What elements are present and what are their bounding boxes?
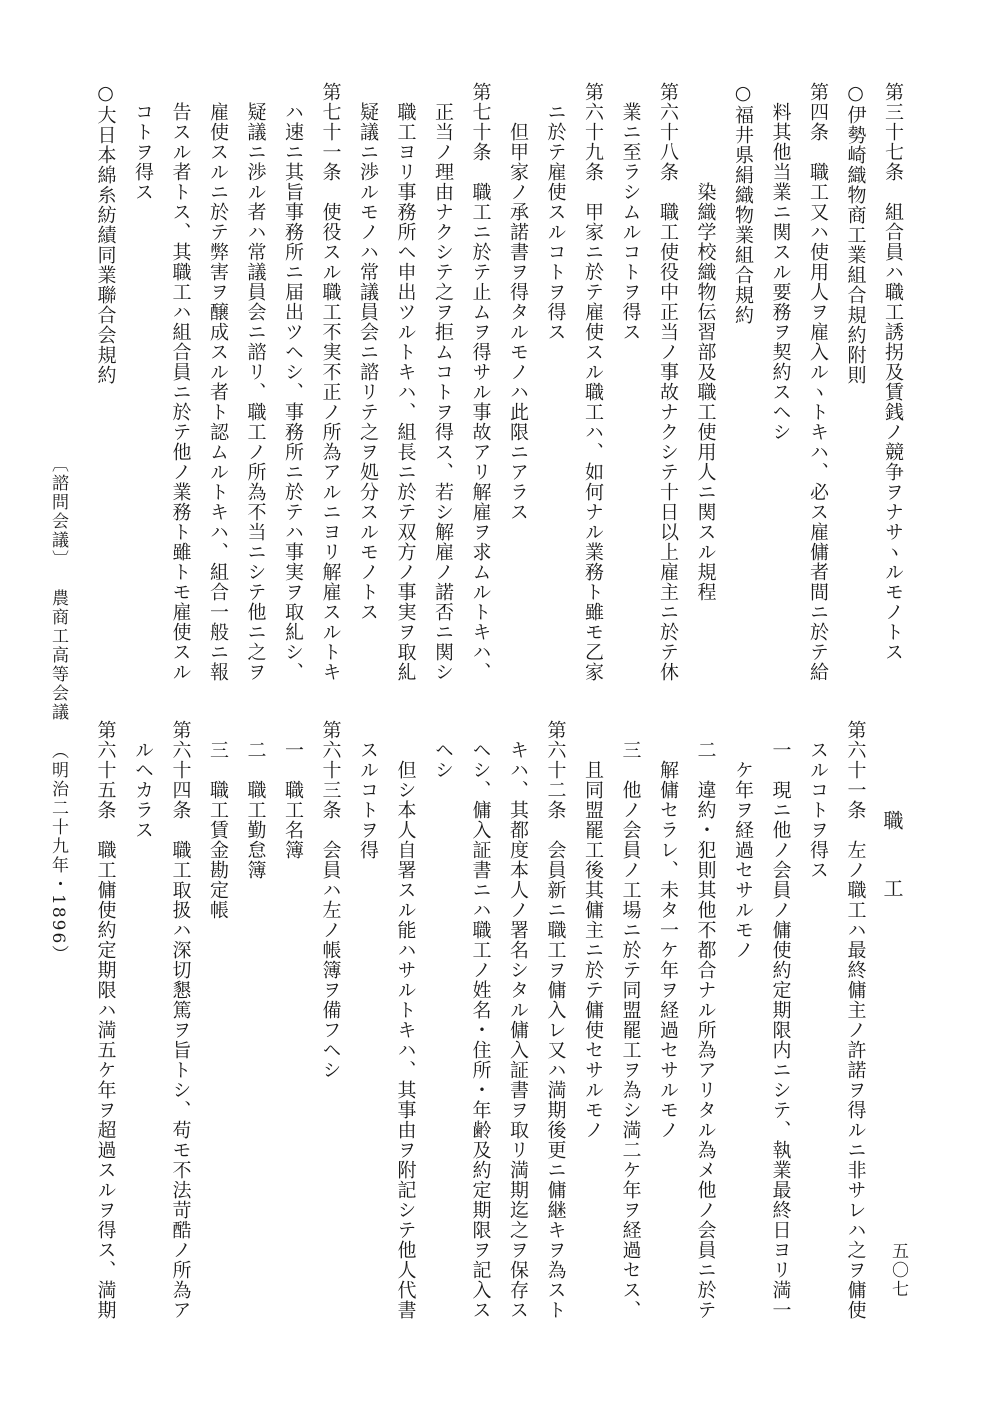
text-line: 但シ本人自署スル能ハサルトキハ、其事由ヲ附記シテ他人代書 [394, 760, 417, 1320]
text-line: ケ年ヲ経過セサルモノ [732, 760, 754, 960]
text-line: ヘシ、傭入証書ニハ職工ノ姓名・住所・年齢及約定期限ヲ記入ス [469, 740, 492, 1320]
text-line: 但甲家ノ承諾書ヲ得タルモノハ此限ニアラス [507, 122, 529, 522]
text-line: 職工ヨリ事務所ヘ申出ツルトキハ、組長ニ於テ双方ノ事実ヲ取糺 [394, 102, 417, 682]
running-head-section: 〔諮問会議〕 [48, 455, 68, 569]
text-line: 料其他当業ニ関スル要務ヲ契約スヘシ [769, 102, 792, 442]
lower-text-block [86, 720, 911, 1320]
running-head [46, 455, 71, 964]
text-line: ニ於テ雇使スルコトヲ得ス [544, 102, 567, 342]
text-line: 二 違約・犯則其他不都合ナル所為アリタル為メ他ノ会員ニ於テ [694, 740, 717, 1320]
text-line: 疑議ニ渉ルモノハ常議員会ニ諮リテ之ヲ処分スルモノトス [357, 102, 379, 622]
text-line: 三 職工賃金勘定帳 [207, 740, 229, 920]
text-line: 第六十三条 会員ハ左ノ帳簿ヲ備フヘシ [319, 720, 342, 1080]
text-line: スルコトヲ得ス [807, 740, 829, 880]
text-line: 業ニ至ラシムルコトヲ得ス [619, 102, 642, 342]
text-line: 第四条 職工又ハ使用人ヲ雇入ルヽトキハ、必ス雇傭者間ニ於テ給 [807, 82, 829, 682]
text-line: ○福井県絹織物業組合規約 [732, 82, 754, 325]
text-line: 第六十八条 職工使役中正当ノ事故ナクシテ十日以上雇主ニ於テ休 [657, 82, 679, 682]
text-line: 第六十二条 会員新ニ職工ヲ傭入レ又ハ満期後更ニ傭継キヲ為スト [544, 720, 567, 1320]
text-line: 染織学校織物伝習部及職工使用人ニ関スル規程 [694, 182, 717, 602]
text-line: 告スル者トス、其職工ハ組合員ニ於テ他ノ業務ト雖トモ雇使スル [169, 102, 192, 682]
text-line: ヘシ [432, 740, 454, 780]
text-line: キハ、其都度本人ノ署名シタル傭入証書ヲ取リ満期迄之ヲ保存ス [507, 740, 529, 1320]
section-title: 職 工 [880, 810, 904, 912]
text-line: 第六十一条 左ノ職工ハ最終傭主ノ許諾ヲ得ルニ非サレハ之ヲ傭使 [844, 720, 867, 1320]
text-line: ○大日本綿糸紡績同業聯合会規約 [94, 82, 117, 385]
text-line [874, 720, 912, 1320]
text-line: 一 現ニ他ノ会員ノ傭使約定期限内ニシテ、執業最終日ヨリ満一 [769, 740, 792, 1320]
text-line: ○伊勢崎織物商工業組合規約附則 [844, 82, 867, 385]
text-line: 第七十条 職工ニ於テ止ムヲ得サル事故アリ解雇ヲ求ムルトキハ、 [469, 82, 492, 682]
text-line: 第六十五条 職工傭使約定期限ハ満五ケ年ヲ超過スルヲ得ス、満期 [94, 720, 117, 1320]
text-line: スルコトヲ得 [357, 740, 379, 860]
text-line: ハ速ニ其旨事務所ニ届出ツヘシ、事務所ニ於テハ事実ヲ取糺シ、 [282, 102, 304, 682]
text-line: 疑議ニ渉ル者ハ常議員会ニ諮リ、職工ノ所為不当ニシテ他ニ之ヲ [244, 102, 267, 682]
text-line: 雇使スルニ於テ弊害ヲ醸成スル者ト認ムルトキハ、組合一般ニ報 [207, 102, 229, 682]
text-line: 三 他ノ会員ノ工場ニ於テ同盟罷工ヲ為シ満二ケ年ヲ経過セス、 [619, 740, 642, 1320]
text-line: 第六十九条 甲家ニ於テ雇使スル職工ハ、如何ナル業務ト雖モ乙家 [582, 82, 604, 682]
text-line: 正当ノ理由ナクシテ之ヲ拒ムコトヲ得ス、若シ解雇ノ諾否ニ関シ [432, 102, 454, 682]
upper-text-block [86, 82, 911, 682]
running-head-title: 農商工高等会議 [48, 589, 68, 722]
text-line: 第七十一条 使役スル職工不実不正ノ所為アルニヨリ解雇スルトキ [319, 82, 342, 682]
text-line: 且同盟罷工後其傭主ニ於テ傭使セサルモノ [582, 760, 604, 1140]
running-head-era: （明治二十九年・1896） [48, 742, 68, 965]
text-line: 第六十四条 職工取扱ハ深切懇篤ヲ旨トシ、苟モ不法苛酷ノ所為ア [169, 720, 192, 1320]
text-line: 解傭セラレ、未タ一ケ年ヲ経過セサルモノ [657, 760, 679, 1140]
page-number: 五〇七 [888, 1242, 908, 1299]
text-line: 二 職工勤怠簿 [244, 740, 267, 880]
text-line: コトヲ得ス [132, 102, 154, 202]
text-line: 第三十七条 組合員ハ職工誘拐及賃銭ノ競争ヲナサヽルモノトス [882, 82, 904, 662]
text-line: 一 職工名簿 [282, 740, 304, 860]
text-line: ルヘカラス [132, 740, 154, 840]
